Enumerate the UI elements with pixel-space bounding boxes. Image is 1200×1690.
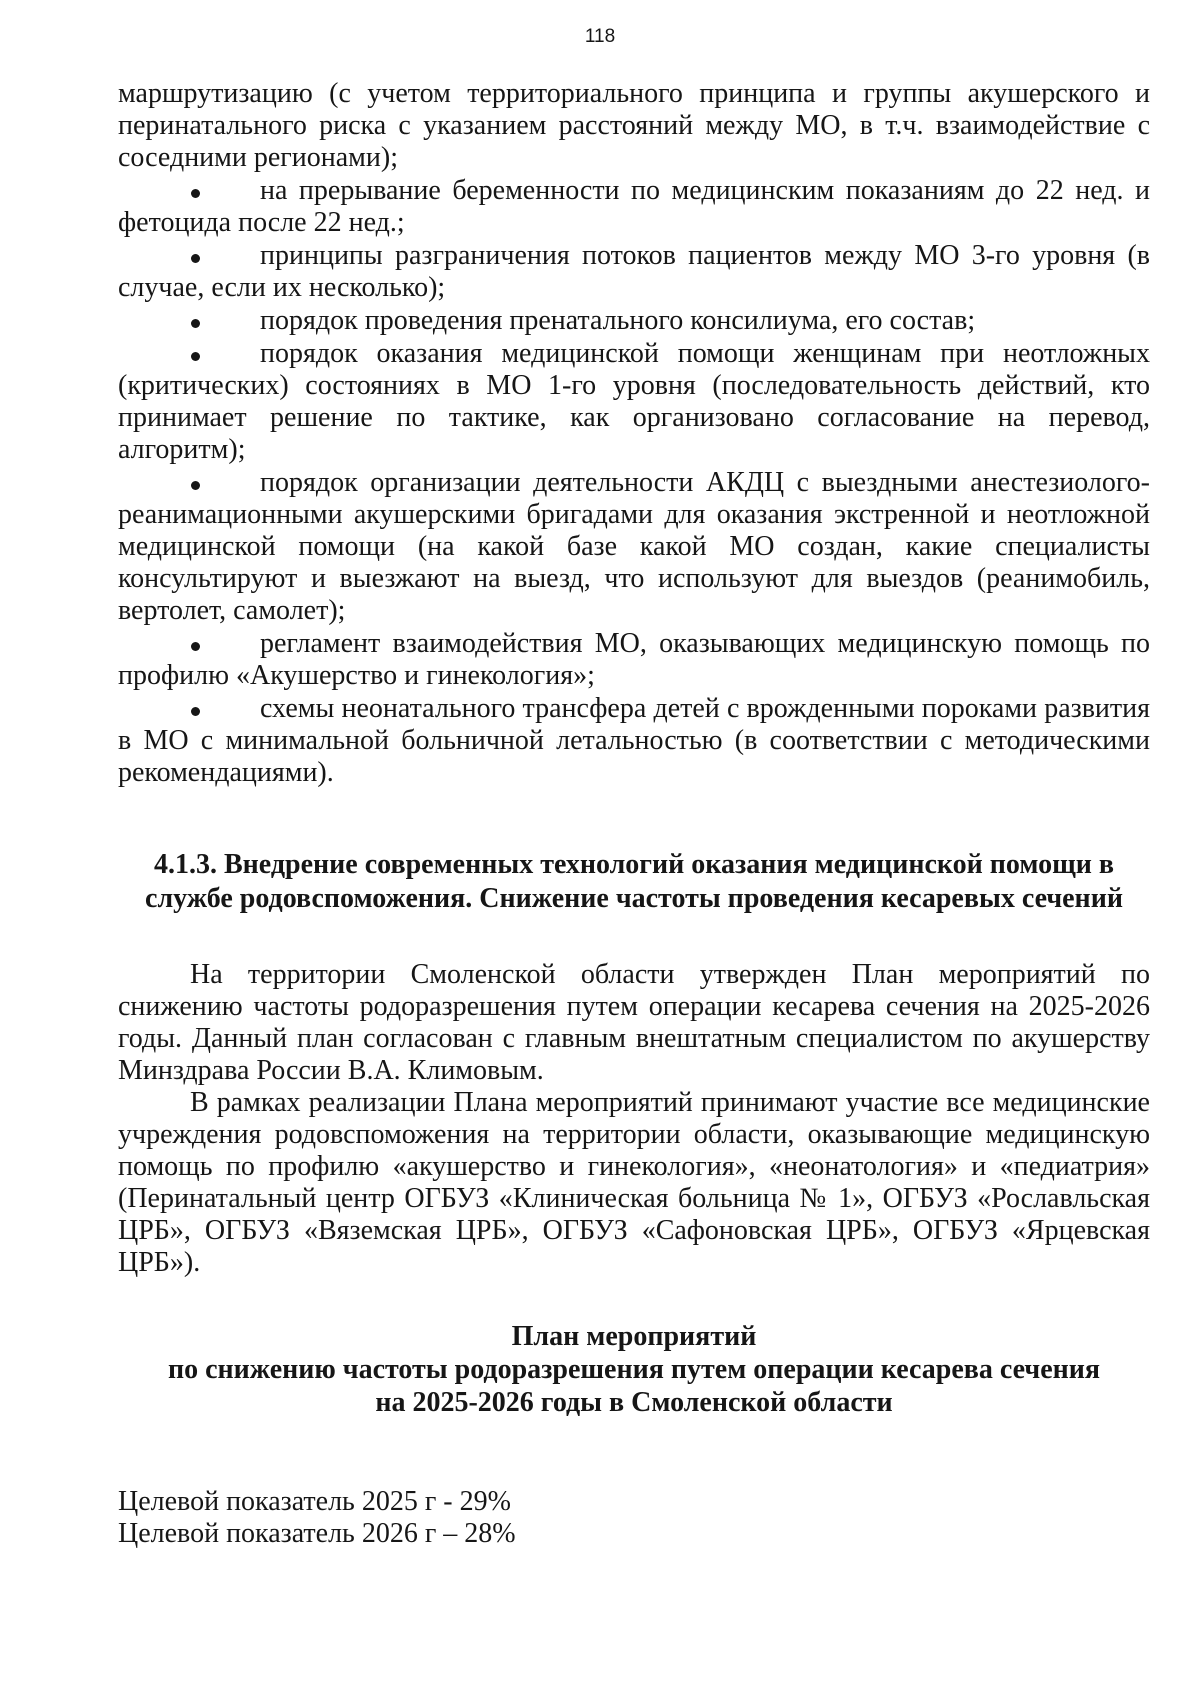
list-item-text: порядок проведения пренатального консилиума, его состав; — [260, 305, 976, 336]
list-item — [118, 467, 1150, 627]
plan-title-line: План мероприятий — [511, 1321, 757, 1352]
bullet-icon — [191, 481, 200, 490]
document-body — [118, 78, 1150, 1550]
section-paragraph: В рамках реализации Плана мероприятий принимают участие все медицинские учреждения родовспоможения на территории области, оказывающие медицинскую помощь по профилю «акушерство и гинекология», «неонатология» и «педиатрия» (Перинатальный центр ОГБУЗ «Клиническая больница № 1», ОГБУЗ «Рославльская ЦРБ», ОГБУЗ «Вяземская ЦРБ», ОГБУЗ «Сафоновская ЦРБ», ОГБУЗ «Ярцевская ЦРБ»). — [118, 1087, 1150, 1278]
list-item — [118, 338, 1150, 466]
bullet-icon — [191, 254, 200, 263]
plan-title-line: на 2025-2026 годы в Смоленской области — [375, 1387, 893, 1418]
bullet-icon — [191, 352, 200, 361]
target-2025: Целевой показатель 2025 г - 29% — [118, 1486, 511, 1517]
bullet-icon — [191, 319, 200, 328]
plan-title — [118, 1320, 1150, 1419]
list-item — [118, 305, 1150, 337]
page-number: 118 — [584, 26, 616, 47]
list-item-text: порядок организации деятельности АКДЦ с выездными анестезиолого-реанимационными акушерскими бригадами для оказания экстренной и неотложной медицинской помощи (на какой базе какой МО создан, какие специалисты консультируют и выезжают на выезд, что используют для выездов (реанимобиль, вертолет, самолет); — [118, 467, 1150, 626]
plan-title-line: по снижению частоты родоразрешения путем операции кесарева сечения — [167, 1354, 1101, 1385]
list-item-text: принципы разграничения потоков пациентов между МО 3-го уровня (в случае, если их несколько); — [118, 240, 1150, 303]
section-paragraph: На территории Смоленской области утвержден План мероприятий по снижению частоты родоразрешения путем операции кесарева сечения на 2025-2026 годы. Данный план согласован с главным внештатным специалистом по акушерству Минздрава России В.А. Климовым. — [118, 959, 1150, 1086]
target-2026: Целевой показатель 2026 г – 28% — [118, 1518, 516, 1549]
bullet-icon — [191, 642, 200, 651]
target-indicators — [118, 1486, 1150, 1550]
list-item — [118, 628, 1150, 692]
section-heading: 4.1.3. Внедрение современных технологий оказания медицинской помощи в службе родовспоможения. Снижение частоты проведения кесаревых сечений — [145, 849, 1123, 914]
bullet-icon — [191, 707, 200, 716]
bullet-icon — [191, 189, 200, 198]
list-item-text: на прерывание беременности по медицинским показаниям до 22 нед. и фетоцида после 22 нед.; — [118, 175, 1150, 238]
list-item-text: схемы неонатального трансфера детей с врожденными пороками развития в МО с минимальной больничной летальностью (в соответствии с методическими рекомендациями). — [118, 693, 1150, 788]
bullet-list — [118, 175, 1150, 789]
list-item — [118, 240, 1150, 304]
list-item — [118, 175, 1150, 239]
list-item-text: порядок оказания медицинской помощи женщинам при неотложных (критических) состояниях в МО 1-го уровня (последовательность действий, кто принимает решение по тактике, как организовано согласование на перевод, алгоритм); — [118, 338, 1150, 465]
list-item-text: регламент взаимодействия МО, оказывающих медицинскую помощь по профилю «Акушерство и гинекология»; — [118, 628, 1150, 691]
intro-paragraph: маршрутизацию (с учетом территориального принципа и группы акушерского и перинатального риска с указанием расстояний между МО, в т.ч. взаимодействие с соседними регионами); — [118, 78, 1150, 173]
list-item — [118, 693, 1150, 789]
